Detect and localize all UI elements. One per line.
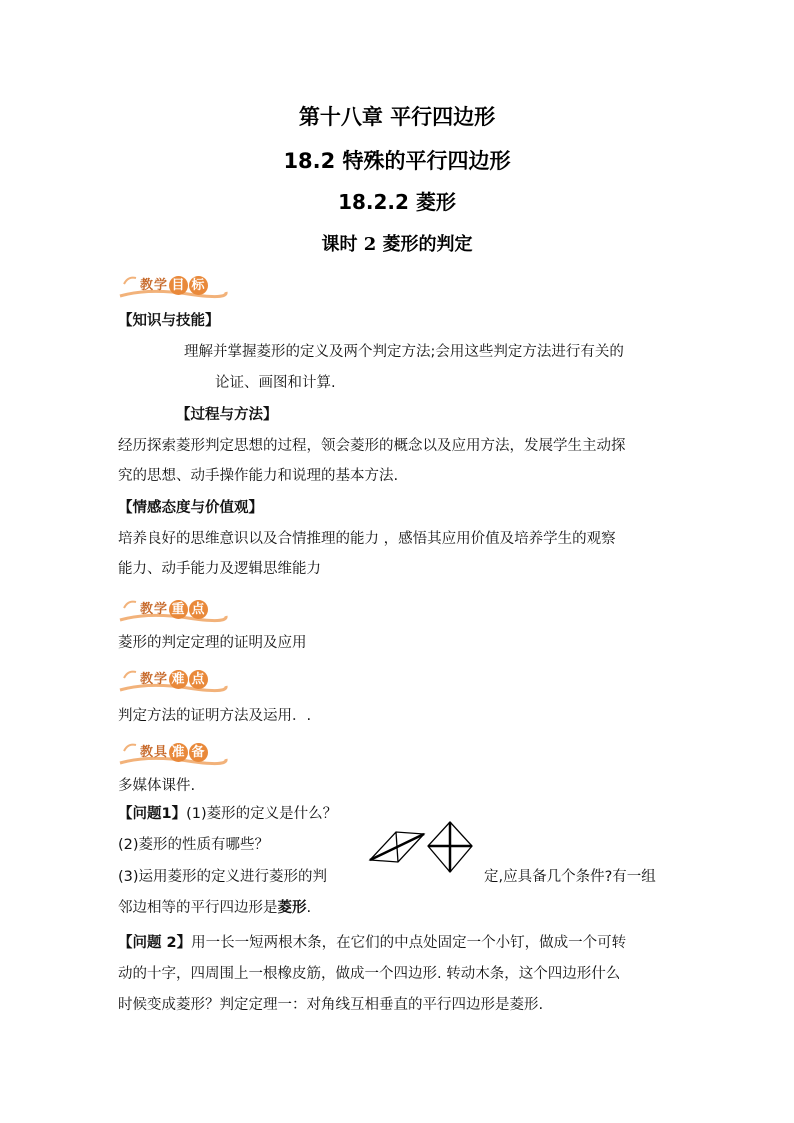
rhombus-figure-icon	[366, 820, 476, 880]
emotion-text-2: 能力、动手能力及逻辑思维能力	[118, 561, 321, 577]
badge-circle: 重	[169, 600, 188, 619]
difficulties-text: 判定方法的证明方法及运用．.	[118, 708, 312, 724]
badge-circle: 点	[189, 670, 208, 689]
badge-text: 教学	[140, 278, 169, 293]
section-title: 18.2 特殊的平行四边形	[283, 149, 511, 173]
knowledge-heading: 【知识与技能】	[118, 313, 220, 329]
problem2-line1: 【问题 2】用一长一短两根木条，在它们的中点处固定一个小钉，做成一个可转	[118, 935, 627, 951]
badge-circle: 目	[169, 276, 188, 295]
badge-circle: 标	[189, 276, 208, 295]
problem1-q1	[118, 804, 337, 824]
chapter-title: 第十八章 平行四边形	[298, 105, 496, 129]
knowledge-text-2: 论证、画图和计算.	[215, 375, 336, 391]
badge-circle: 备	[189, 743, 208, 762]
subsection-title: 18.2.2 菱形	[338, 190, 456, 214]
badge-circle: 难	[169, 670, 188, 689]
emphasis-rhombus: 菱形	[277, 900, 307, 916]
badge-circle: 点	[189, 600, 208, 619]
badge-text: 教具	[140, 745, 169, 760]
problem2-label: 【问题 2】	[118, 935, 192, 951]
difficulties-badge	[118, 664, 228, 694]
problem1-q3a: (3)运用菱形的定义进行菱形的判	[118, 869, 328, 885]
problem2-line3: 时候变成菱形？判定定理一：对角线互相垂直的平行四边形是菱形.	[118, 997, 544, 1013]
lesson-title: 课时 2 菱形的判定	[321, 234, 473, 255]
process-text-1: 经历探索菱形判定思想的过程，领会菱形的概念以及应用方法，发展学生主动探	[118, 438, 626, 454]
problem1-label: 【问题1】	[118, 806, 187, 822]
process-text-2: 究的思想、动手操作能力和说理的基本方法.	[118, 468, 399, 484]
key-points-badge	[118, 594, 228, 624]
process-heading: 【过程与方法】	[176, 407, 278, 423]
preparation-badge	[118, 737, 228, 767]
emotion-heading: 【情感态度与价值观】	[118, 500, 263, 516]
badge-text: 教学	[140, 672, 169, 687]
emotion-text-1: 培养良好的思维意识以及合情推理的能力 ，感悟其应用价值及培养学生的观察	[118, 531, 616, 547]
problem2-line2: 动的十字，四周围上一根橡皮筋，做成一个四边形. 转动木条，这个四边形什么	[118, 966, 621, 982]
problem1-q3b: 定,应具备几个条件?有一组	[484, 869, 656, 885]
knowledge-text-1: 理解并掌握菱形的定义及两个判定方法;会用这些判定方法进行有关的	[184, 344, 624, 360]
badge-text: 教学	[140, 602, 169, 617]
objectives-badge	[118, 270, 228, 300]
problem1-q2: (2)菱形的性质有哪些？	[118, 837, 270, 853]
preparation-text: 多媒体课件.	[118, 778, 196, 794]
key-points-text: 菱形的判定定理的证明及应用	[118, 635, 307, 651]
problem1-q3c: 邻边相等的平行四边形是菱形.	[118, 900, 312, 916]
badge-circle: 准	[169, 743, 188, 762]
problem1-q1-text: (1)菱形的定义是什么？	[186, 806, 338, 822]
